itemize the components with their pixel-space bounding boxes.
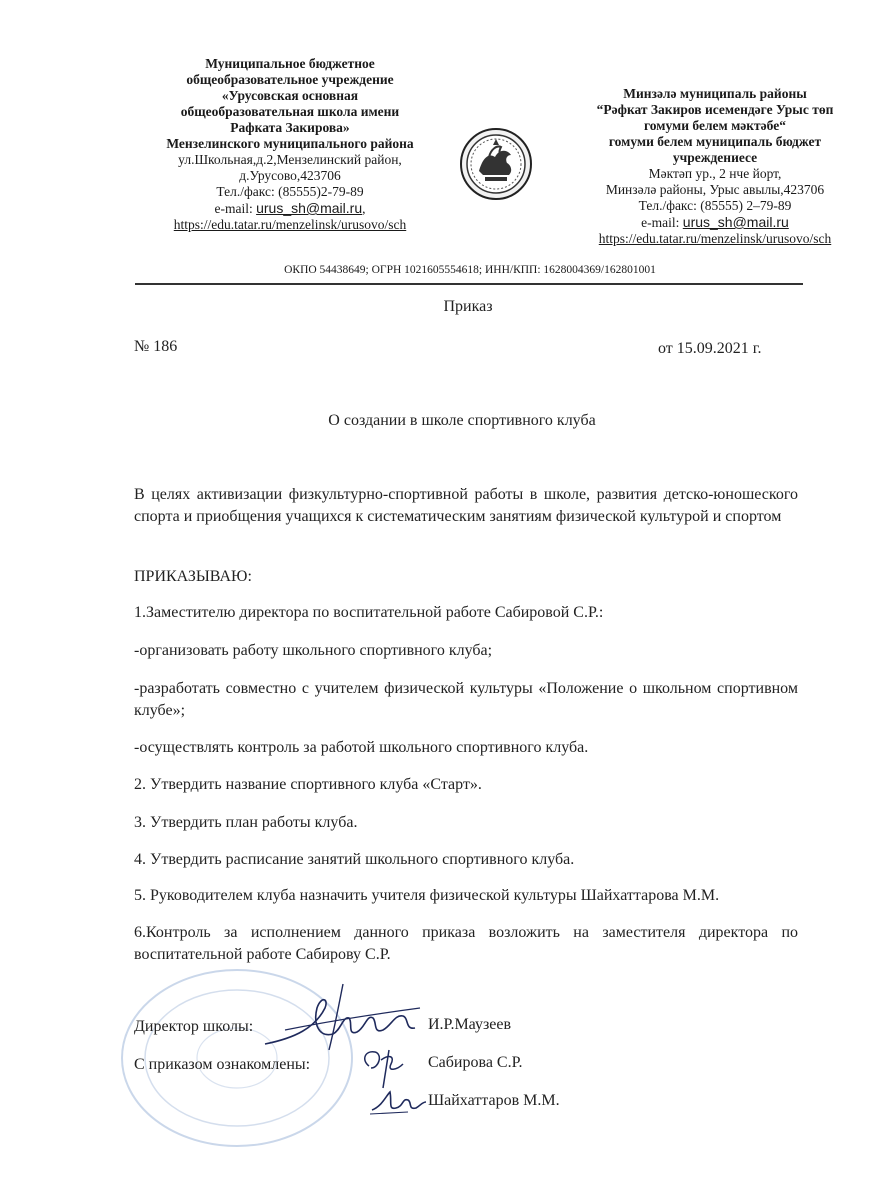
org-name-tatar-line: учреждениесе xyxy=(672,150,758,165)
address-line: д.Урусово,423706 xyxy=(239,168,341,183)
list-item: 2. Утвердить название спортивного клуба «Старт». xyxy=(134,776,482,793)
list-item: 1.Заместителю директора по воспитательной работе Сабировой С.Р.: xyxy=(134,604,604,621)
org-name-line: Муниципальное бюджетное xyxy=(205,56,375,71)
org-name-tatar-line: “Рәфкат Закиров исемендәге Урыс төп xyxy=(596,102,834,117)
director-name: И.Р.Маузеев xyxy=(428,1016,512,1033)
registration-codes: ОКПО 54438649; ОГРН 1021605554618; ИНН/КПП: 1628004369/162801001 xyxy=(284,264,656,276)
org-name-tatar-line: Минзәлә муниципаль районы xyxy=(623,86,807,101)
header-right xyxy=(580,86,850,247)
preamble: В целях активизации физкультурно-спортивной работы в школе, развития детско-юношеского спорта и приобщения учащихся к систематическим занятиям физической культурой и спортом xyxy=(134,486,798,525)
order-number: № 186 xyxy=(134,338,178,355)
org-name-line: общеобразовательное учреждение xyxy=(186,72,394,87)
email-line xyxy=(150,200,430,217)
shaikhattarov-signature xyxy=(368,1088,428,1118)
header-divider xyxy=(135,283,803,285)
phone-line: Тел./факс: (85555)2-79-89 xyxy=(216,184,364,199)
list-item: 4. Утвердить расписание занятий школьного спортивного клуба. xyxy=(134,851,575,868)
org-name-tatar-line: гомуми белем муниципаль бюджет xyxy=(608,134,822,149)
email-tatar-line xyxy=(580,214,850,231)
director-label: Директор школы: xyxy=(134,1018,254,1035)
order-date: от 15.09.2021 г. xyxy=(658,340,762,357)
order-subject: О создании в школе спортивного клуба xyxy=(328,412,596,429)
address-tatar-line: Мәктәп ур., 2 нче йорт, xyxy=(648,166,782,181)
list-item: 6.Контроль за исполнением данного приказа возложить на заместителя директора по воспитательной работе Сабирову С.Р. xyxy=(134,924,798,963)
address-tatar-line: Минзәлә районы, Урыс авылы,423706 xyxy=(605,182,825,197)
tatarstan-emblem-icon xyxy=(459,127,533,201)
acquainted-label: С приказом ознакомлены: xyxy=(134,1056,311,1073)
email-label: e-mail: xyxy=(214,201,257,216)
phone-tatar-line: Тел./факс: (85555) 2–79-89 xyxy=(638,198,792,213)
org-name-line: «Урусовская основная xyxy=(221,88,359,103)
website-link[interactable]: https://edu.tatar.ru/menzelinsk/urusovo/sch xyxy=(598,231,832,246)
address-line: ул.Школьная,д.2,Мензелинский район, xyxy=(178,152,402,167)
website-link[interactable]: https://edu.tatar.ru/menzelinsk/urusovo/sch xyxy=(173,217,407,232)
org-name-line: общеобразовательная школа имени xyxy=(180,104,400,119)
acquainted-name: Шайхаттаров М.М. xyxy=(428,1092,560,1109)
org-name-line: Рафката Закирова» xyxy=(230,120,350,135)
acquainted-name: Сабирова С.Р. xyxy=(428,1054,523,1071)
email-link[interactable]: urus_sh@mail.ru xyxy=(682,214,789,230)
list-item: 3. Утвердить план работы клуба. xyxy=(134,814,358,831)
list-item: -разработать совместно с учителем физической культуры «Положение о школьном спортивном клубе»; xyxy=(134,680,798,719)
list-item: -организовать работу школьного спортивного клуба; xyxy=(134,642,493,659)
document-type: Приказ xyxy=(443,298,493,315)
list-item: 5. Руководителем клуба назначить учителя физической культуры Шайхаттарова М.М. xyxy=(134,887,720,904)
email-link[interactable]: urus_sh@mail.ru xyxy=(256,200,363,216)
signature-icon xyxy=(355,1046,415,1090)
org-name-tatar-line: гомуми белем мәктәбе“ xyxy=(643,118,786,133)
header-left xyxy=(150,56,430,233)
signature-icon xyxy=(368,1088,428,1118)
org-name-line: Мензелинского муниципального района xyxy=(166,136,414,151)
coat-of-arms-emblem xyxy=(459,127,533,201)
order-word: ПРИКАЗЫВАЮ: xyxy=(134,568,252,585)
email-suffix: , xyxy=(362,201,366,216)
email-label: e-mail: xyxy=(641,215,683,230)
list-item: -осуществлять контроль за работой школьного спортивного клуба. xyxy=(134,739,589,756)
sabirova-signature xyxy=(355,1046,415,1090)
